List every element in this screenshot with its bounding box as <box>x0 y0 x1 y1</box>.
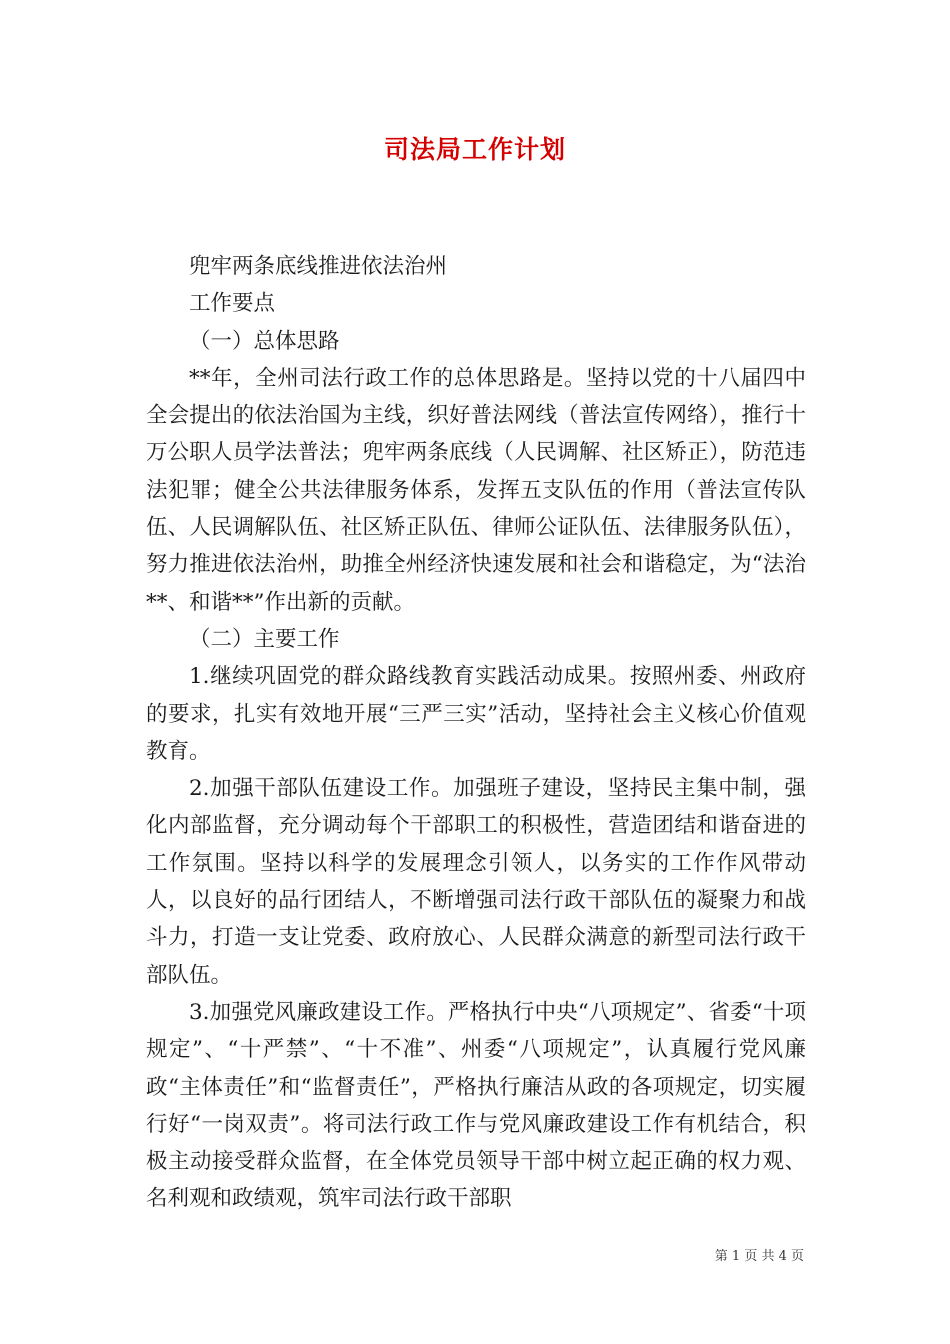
paragraph-subtitle: 兜牢两条底线推进依法治州 <box>189 254 448 279</box>
document-title: 司法局工作计划 <box>383 135 566 164</box>
section-heading-overall: （一）总体思路 <box>189 328 340 354</box>
paragraph-item-3: 3.加强党风廉政建设工作。严格执行中央“八项规定”、省委“十项规定”、“十严禁”、“十不准”、州委“八项规定”，认真履行党风廉政“主体责任”和“监督责任”，严格执行廉洁从政的各项规定，切实履行好“一岗双责”。将司法行政工作与党风廉政建设工作有机结合，积极主动接受群众监督，在全体党员领导干部中树立起正确的权力观、名利观和政绩观，筑牢司法行政干部职 <box>146 999 806 1212</box>
paragraph-overall-approach: **年，全州司法行政工作的总体思路是。坚持以党的十八届四中全会提出的依法治国为主线，织好普法网线（普法宣传网络），推行十万公职人员学法普法；兜牢两条底线（人民调解、社区矫正），防范违法犯罪；健全公共法律服务体系，发挥五支队伍的作用（普法宣传队伍、人民调解队伍、社区矫正队伍、律师公证队伍、法律服务队伍），努力推进依法治州，助推全州经济快速发展和社会和谐稳定，为“法治**、和谐**”作出新的贡献。 <box>146 365 806 615</box>
paragraph-item-1: 1.继续巩固党的群众路线教育实践活动成果。按照州委、州政府的要求，扎实有效地开展“三严三实”活动，坚持社会主义核心价值观教育。 <box>146 664 806 764</box>
document-body <box>146 248 806 1218</box>
section-heading-main-work: （二）主要工作 <box>189 626 340 652</box>
paragraph-item-2: 2.加强干部队伍建设工作。加强班子建设，坚持民主集中制，强化内部监督，充分调动每个干部职工的积极性，营造团结和谐奋进的工作氛围。坚持以科学的发展理念引领人，以务实的工作作风带动人，以良好的品行团结人，不断增强司法行政干部队伍的凝聚力和战斗力，打造一支让党委、政府放心、人民群众满意的新型司法行政干部队伍。 <box>146 776 806 988</box>
paragraph-heading-work-points: 工作要点 <box>189 291 276 317</box>
page-number-footer: 第 1 页 共 4 页 <box>714 1249 804 1264</box>
